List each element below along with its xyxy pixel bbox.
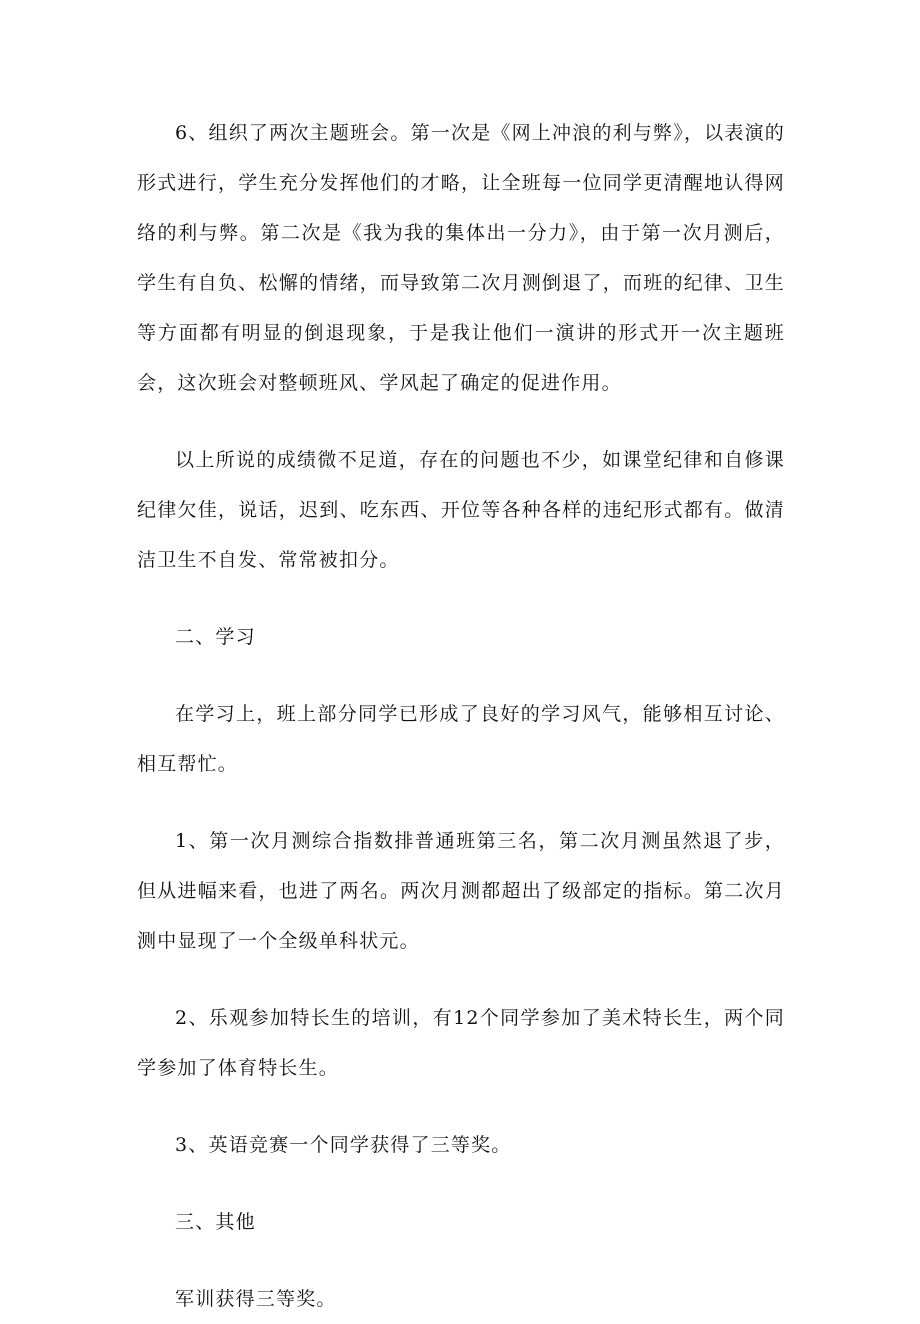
document-body [137, 108, 785, 1324]
paragraph-problems: 以上所说的成绩微不足道，存在的问题也不少，如课堂纪律和自修课纪律欠佳，说话，迟到、吃东西、开位等各种各样的违纪形式都有。做清洁卫生不自发、常常被扣分。 [137, 449, 785, 571]
paragraph-military-training: 军训获得三等奖。 [175, 1288, 337, 1310]
paragraph-english-contest: 3、英语竞赛一个同学获得了三等奖。 [175, 1134, 512, 1156]
section-heading-study: 二、学习 [175, 626, 256, 648]
section-heading-other: 三、其他 [175, 1211, 256, 1233]
paragraph-class-meetings: 6、组织了两次主题班会。第一次是《网上冲浪的利与弊》，以表演的形式进行，学生充分发挥他们的才略，让全班每一位同学更清醒地认得网络的利与弊。第二次是《我为我的集体出一分力》，由于第一次月测后，学生有自负、松懈的情绪，而导致第二次月测倒退了，而班的纪律、卫生等方面都有明显的倒退现象，于是我让他们一演讲的形式开一次主题班会，这次班会对整顿班风、学风起了确定的促进作用。 [137, 122, 785, 394]
paragraph-study-atmosphere: 在学习上，班上部分同学已形成了良好的学习风气，能够相互讨论、相互帮忙。 [137, 703, 785, 775]
paragraph-monthly-tests: 1、第一次月测综合指数排普通班第三名，第二次月测虽然退了步，但从进幅来看，也进了两名。两次月测都超出了级部定的指标。第二次月测中显现了一个全级单科状元。 [137, 830, 785, 952]
paragraph-specialty-training: 2、乐观参加特长生的培训，有12个同学参加了美术特长生，两个同学参加了体育特长生。 [137, 1007, 785, 1079]
